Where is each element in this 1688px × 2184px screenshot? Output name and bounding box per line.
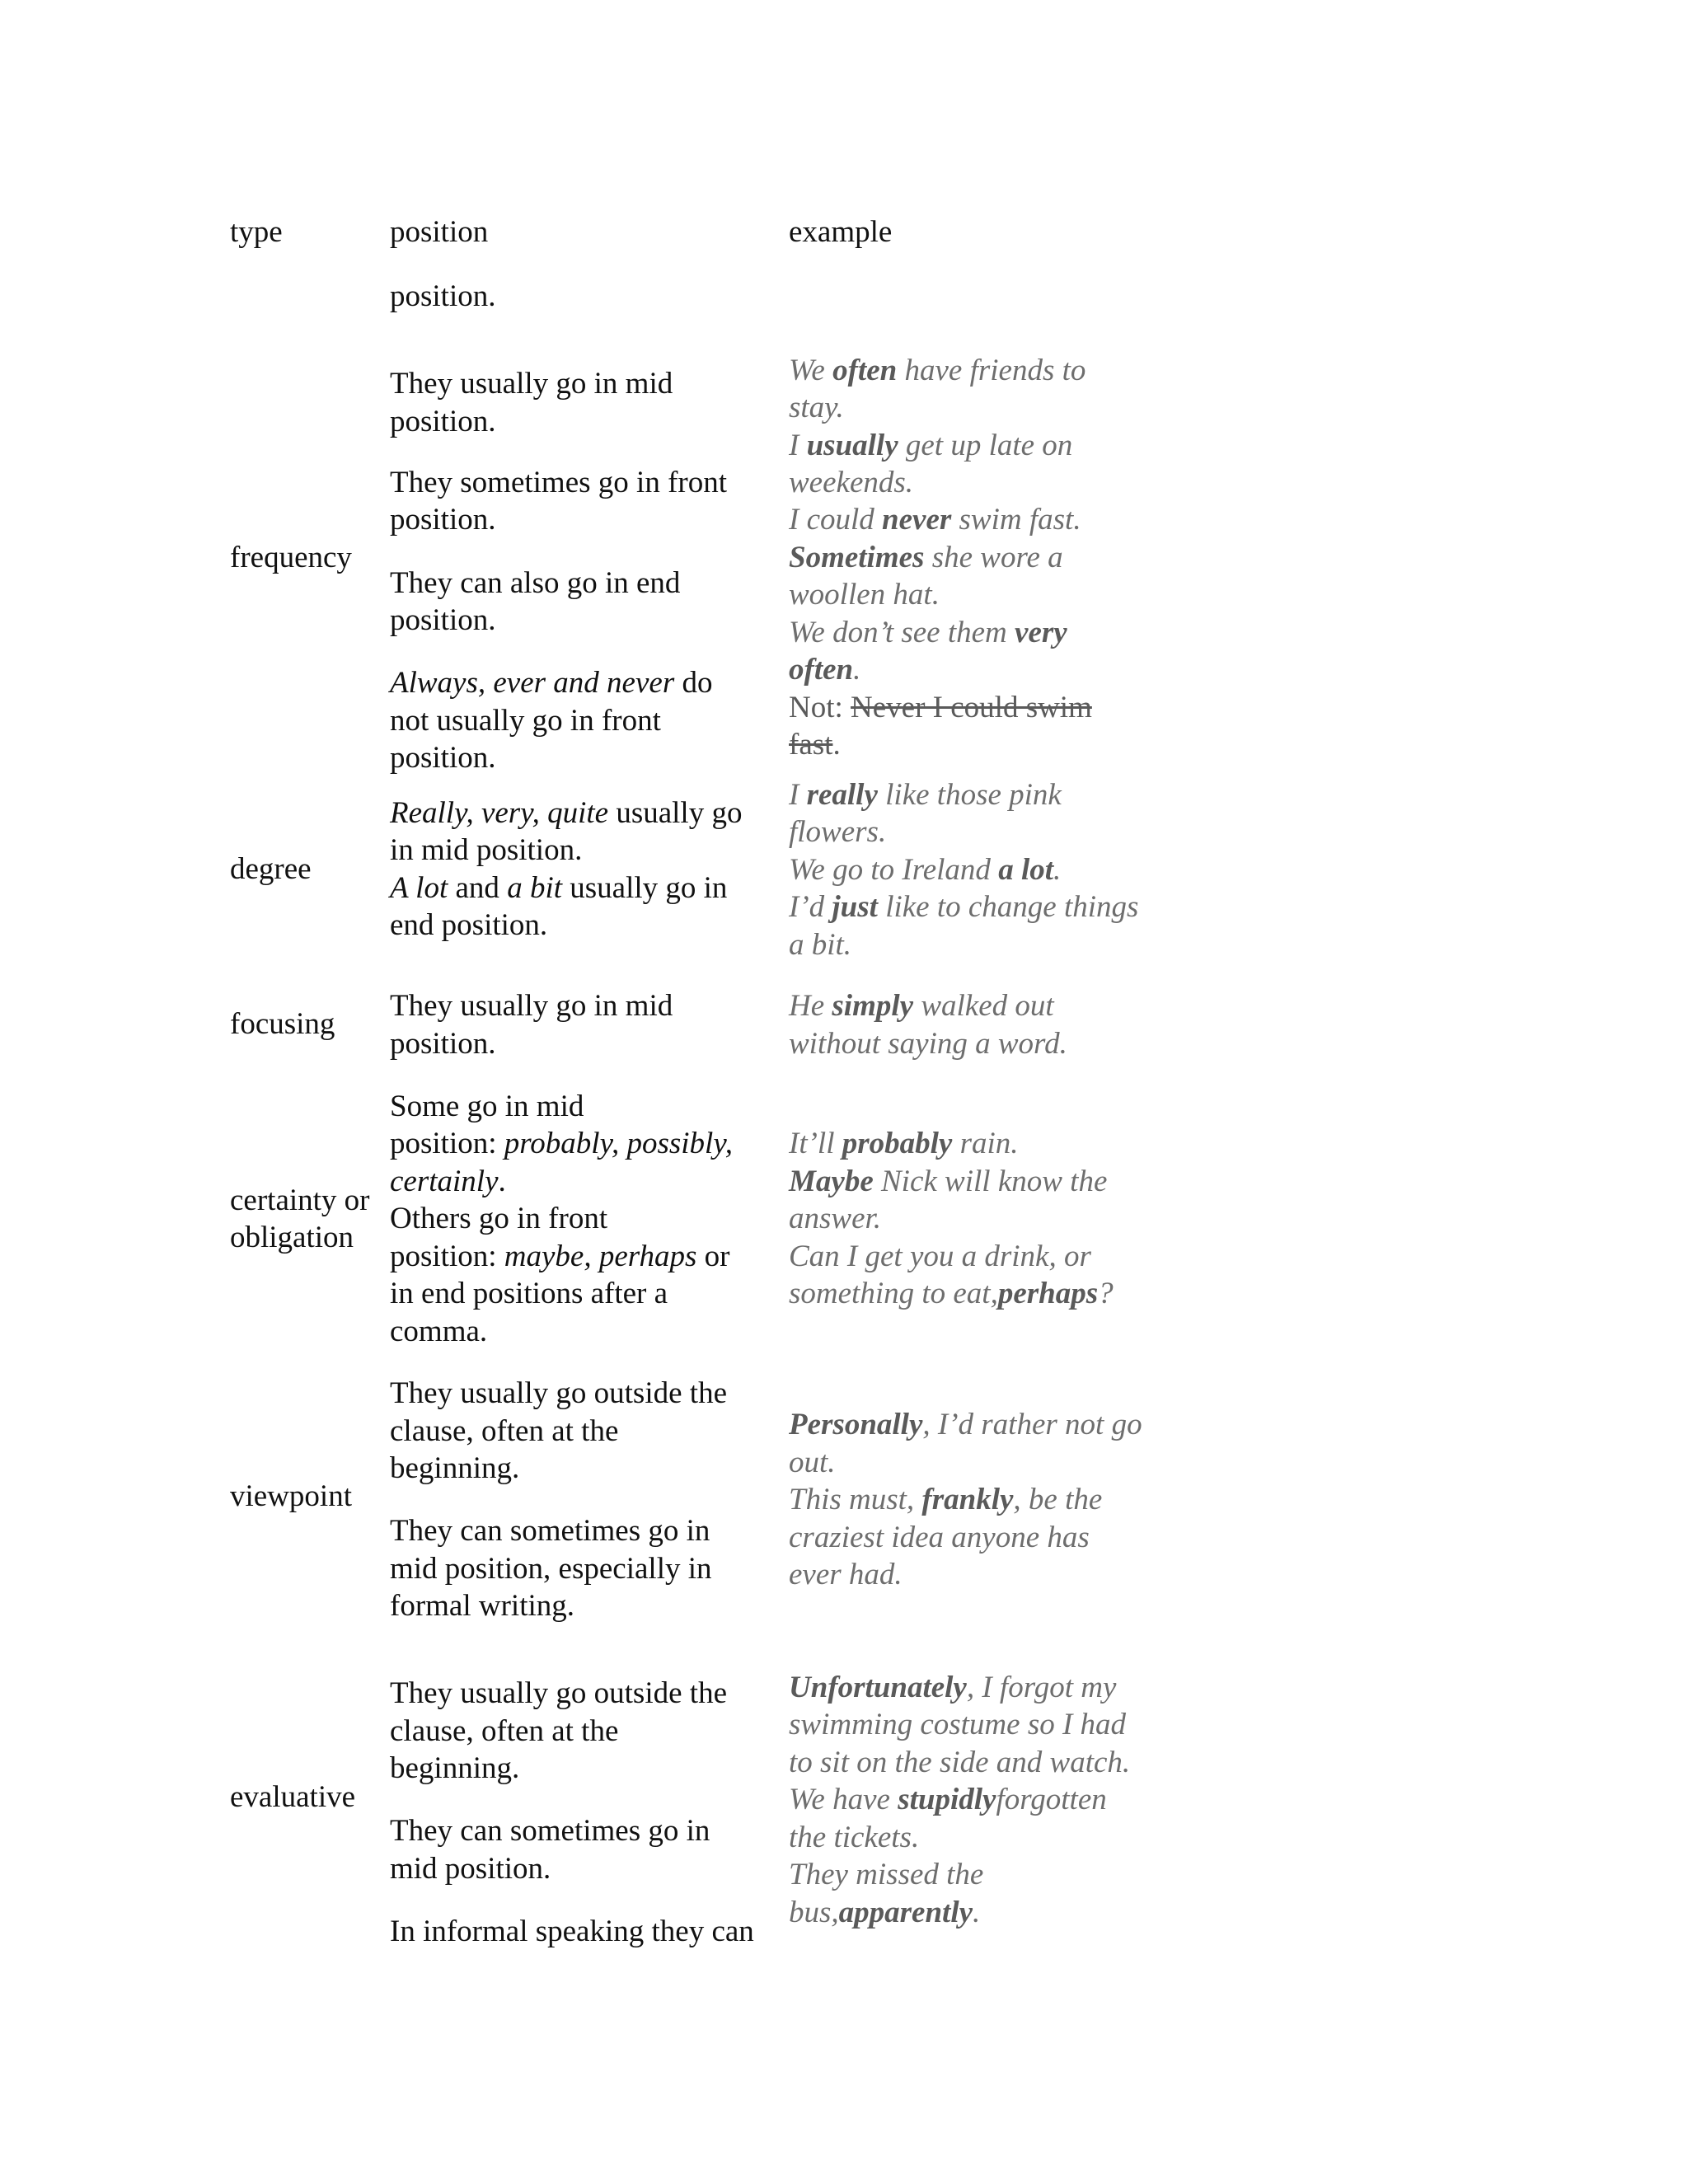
text: position:	[390, 1127, 497, 1160]
emphasis: Really, very, quite	[390, 796, 609, 830]
pos-line: position.	[390, 503, 496, 537]
header-position: position	[390, 215, 489, 249]
text: We don’t see them	[789, 616, 1007, 649]
text: .	[1053, 853, 1062, 887]
pos-line: They usually go in mid	[390, 989, 673, 1023]
ex-line: a bit.	[789, 928, 852, 962]
adverb: probably	[842, 1127, 953, 1160]
adverb: stupidly	[898, 1783, 996, 1816]
pos-line: mid position.	[390, 1852, 551, 1886]
pos-line: position.	[390, 741, 496, 775]
pos-line: in end positions after a	[390, 1277, 668, 1310]
ex-line: weekends.	[789, 466, 914, 499]
ex-line: flowers.	[789, 815, 887, 849]
adverb: Maybe	[789, 1165, 874, 1198]
ex-line	[789, 1406, 1142, 1444]
pos-line	[390, 1163, 506, 1201]
text: .	[853, 653, 861, 687]
ex-line: They missed the	[789, 1858, 984, 1891]
text: It’ll	[789, 1127, 835, 1160]
text: .	[973, 1896, 981, 1929]
ex-line: Can I get you a drink, or	[789, 1240, 1091, 1273]
type-certainty: certainty or	[230, 1183, 370, 1217]
pos-line: beginning.	[390, 1751, 520, 1785]
emphasis: maybe, perhaps	[504, 1240, 697, 1273]
text: I’d	[789, 890, 825, 924]
text: do	[682, 666, 713, 700]
text: .	[832, 728, 841, 762]
emphasis: A lot	[390, 871, 448, 905]
text: I	[789, 778, 799, 812]
text: walked out	[921, 989, 1054, 1023]
ex-line	[789, 1669, 1116, 1707]
adverb: never	[882, 503, 952, 537]
ex-line	[789, 1481, 1102, 1519]
text: He	[789, 989, 825, 1023]
pos-line: They usually go outside the	[390, 1676, 727, 1710]
text: I could	[789, 503, 874, 537]
pos-line: formal writing.	[390, 1589, 575, 1623]
pos-line: Some go in mid	[390, 1090, 584, 1123]
ex-line	[789, 851, 1061, 889]
text: ?	[1098, 1277, 1114, 1310]
pos-line: not usually go in front	[390, 704, 661, 738]
adverb: just	[832, 890, 878, 924]
text: Nick will know the	[881, 1165, 1108, 1198]
header-type: type	[230, 215, 283, 249]
ex-line	[789, 888, 1138, 926]
ex-line: the tickets.	[789, 1821, 920, 1854]
pos-line: They sometimes go in front	[390, 466, 727, 499]
pos-line: They usually go in mid	[390, 367, 673, 401]
text: like those pink	[885, 778, 1062, 812]
ex-line	[789, 539, 1063, 577]
adverb: frankly	[921, 1483, 1014, 1516]
text: We have	[789, 1783, 890, 1816]
ex-line	[789, 1163, 1107, 1201]
pos-line: end position.	[390, 908, 548, 942]
text: forgotten	[996, 1783, 1107, 1816]
pos-line: in mid position.	[390, 833, 583, 867]
type-focusing: focusing	[230, 1007, 335, 1041]
adverb: perhaps	[997, 1277, 1099, 1310]
text: or	[704, 1240, 730, 1273]
emphasis: Always, ever and never	[390, 666, 675, 700]
struck-text: fast	[789, 728, 833, 762]
text: she wore a	[931, 541, 1063, 574]
pos-line	[390, 794, 742, 832]
ex-line: out.	[789, 1446, 836, 1479]
pos-line: position.	[390, 1027, 496, 1061]
type-evaluative: evaluative	[230, 1780, 356, 1814]
text: and	[455, 871, 499, 905]
pos-line: clause, often at the	[390, 1414, 619, 1448]
text: We go to Ireland	[789, 853, 991, 887]
text: .	[498, 1165, 506, 1198]
adverb: often	[789, 653, 854, 687]
adverb: Sometimes	[789, 541, 925, 574]
text: swim fast.	[959, 503, 1081, 537]
struck-text: Never I could swim	[851, 691, 1092, 724]
text: position:	[390, 1240, 497, 1273]
text: , be the	[1013, 1483, 1103, 1516]
adverb: Unfortunately	[789, 1671, 967, 1704]
adverb: a lot	[998, 853, 1053, 887]
emphasis: a bit	[507, 871, 562, 905]
ex-line	[789, 352, 1085, 390]
pos-line: They can sometimes go in	[390, 1514, 710, 1548]
pos-line: They can also go in end	[390, 566, 681, 600]
pos-line: They can sometimes go in	[390, 1814, 710, 1848]
adverb: very	[1015, 616, 1067, 649]
text: usually go	[616, 796, 743, 830]
adverb: often	[832, 354, 898, 387]
adverb: Personally	[789, 1408, 923, 1441]
ex-line: craziest idea anyone has	[789, 1521, 1090, 1554]
ex-line	[789, 689, 1092, 727]
pos-line: In informal speaking they can	[390, 1915, 754, 1948]
ex-line	[789, 614, 1067, 652]
pos-line: comma.	[390, 1315, 488, 1348]
ex-line	[789, 776, 1062, 814]
pos-line: clause, often at the	[390, 1714, 619, 1748]
text: We	[789, 354, 825, 387]
text: have friends to	[904, 354, 1086, 387]
pos-line: Others go in front	[390, 1202, 608, 1235]
pos-line: beginning.	[390, 1451, 520, 1485]
adverb: simply	[832, 989, 914, 1023]
adverb: usually	[806, 429, 898, 462]
pos-line	[390, 869, 727, 907]
text: bus,	[789, 1896, 839, 1929]
text: rain.	[959, 1127, 1019, 1160]
text: like to change things	[885, 890, 1139, 924]
ex-line	[789, 987, 1054, 1025]
ex-line: ever had.	[789, 1558, 903, 1591]
pos-line	[390, 1238, 729, 1276]
pos-line: mid position, especially in	[390, 1552, 712, 1586]
ex-line	[789, 501, 1081, 539]
adverb: apparently	[838, 1896, 973, 1929]
text: something to eat,	[789, 1277, 998, 1310]
text: , I’d rather not go	[922, 1408, 1142, 1441]
ex-line: to sit on the side and watch.	[789, 1746, 1131, 1779]
adverb: really	[806, 778, 878, 812]
ex-line: stay.	[789, 391, 844, 424]
ex-line	[789, 726, 841, 764]
ex-line	[789, 651, 860, 689]
type-degree: degree	[230, 852, 312, 886]
pos-line	[390, 664, 712, 702]
text: This must,	[789, 1483, 915, 1516]
continued-position: position.	[390, 279, 496, 313]
pos-line: They usually go outside the	[390, 1376, 727, 1410]
pos-line	[390, 1125, 733, 1163]
header-example: example	[789, 215, 893, 249]
pos-line: position.	[390, 405, 496, 438]
text: I	[789, 429, 799, 462]
ex-line	[789, 1894, 980, 1932]
ex-line	[789, 1125, 1019, 1163]
emphasis: probably, possibly,	[504, 1127, 733, 1160]
ex-line: woollen hat.	[789, 578, 940, 612]
text: get up late on	[905, 429, 1073, 462]
text: usually go in	[570, 871, 728, 905]
type-obligation: obligation	[230, 1221, 354, 1254]
ex-line	[789, 1781, 1107, 1819]
text: Not:	[789, 691, 843, 724]
ex-line: answer.	[789, 1202, 882, 1235]
ex-line	[789, 427, 1072, 465]
ex-line: without saying a word.	[789, 1027, 1067, 1061]
type-viewpoint: viewpoint	[230, 1479, 352, 1513]
text: , I forgot my	[966, 1671, 1117, 1704]
type-frequency: frequency	[230, 541, 352, 574]
ex-line: swimming costume so I had	[789, 1708, 1127, 1741]
emphasis: certainly	[390, 1165, 499, 1198]
pos-line: position.	[390, 603, 496, 637]
ex-line	[789, 1275, 1114, 1313]
